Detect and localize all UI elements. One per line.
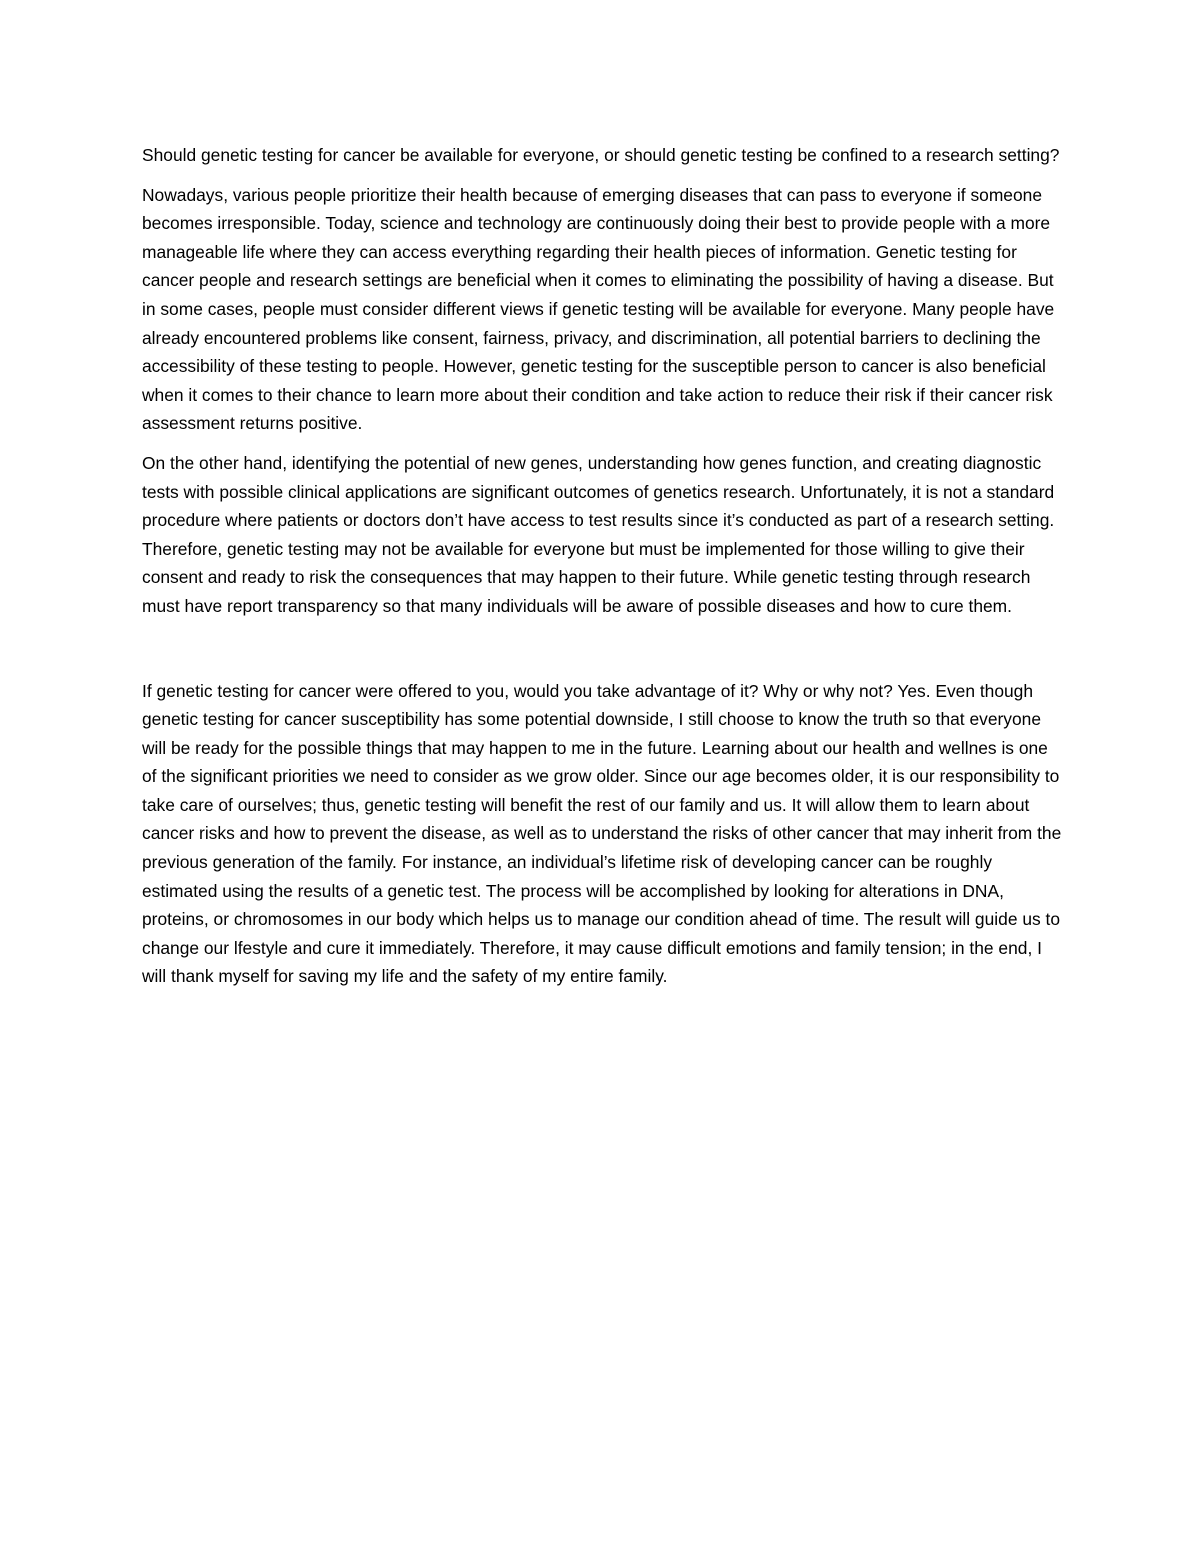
- answer-1-paragraph-1: Nowadays, various people prioritize their health because of emerging diseases that can pass to everyone if someone becomes irresponsible. Today, science and technology are continuously doing their best to provide people with a more manageable life where they can access everything regarding their health pieces of information. Genetic testing for cancer people and research settings are beneficial when it comes to eliminating the possibility of having a disease. But in some cases, people must consider different views if genetic testing will be available for everyone. Many people have already encountered problems like consent, fairness, privacy, and discrimination, all potential barriers to declining the accessibility of these testing to people. However, genetic testing for the susceptible person to cancer is also beneficial when it comes to their chance to learn more about their condition and take action to reduce their risk if their cancer risk assessment returns positive.: [142, 184, 1055, 434]
- document-body: [142, 141, 1062, 1002]
- question-1-paragraph: Should genetic testing for cancer be available for everyone, or should genetic testing be confined to a research setting?: [142, 145, 1060, 165]
- question-2-answer-paragraph: If genetic testing for cancer were offered to you, would you take advantage of it? Why or why not? Yes. Even though genetic testing for cancer susceptibility has some potential downside, I still choose to know the truth so that everyone will be ready for the possible things that may happen to me in the future. Learning about our health and wellnes is one of the significant priorities we need to consider as we grow older. Since our age becomes older, it is our responsibility to take care of ourselves; thus, genetic testing will benefit the rest of our family and us. It will allow them to learn about cancer risks and how to prevent the disease, as well as to understand the risks of other cancer that may inherit from the previous generation of the family. For instance, an individual’s lifetime risk of developing cancer can be roughly estimated using the results of a genetic test. The process will be accomplished by looking for alterations in DNA, proteins, or chromosomes in our body which helps us to manage our condition ahead of time. The result will guide us to change our lfestyle and cure it immediately. Therefore, it may cause difficult emotions and family tension; in the end, I will thank myself for saving my life and the safety of my entire family.: [142, 680, 1062, 987]
- answer-1-paragraph-2: On the other hand, identifying the potential of new genes, understanding how genes function, and creating diagnostic tests with possible clinical applications are significant outcomes of genetics research. Unfortunately, it is not a standard procedure where patients or doctors don’t have access to test results since it’s conducted as part of a research setting. Therefore, genetic testing may not be available for everyone but must be implemented for those willing to give their consent and ready to risk the consequences that may happen to their future. While genetic testing through research must have report transparency so that many individuals will be aware of possible diseases and how to cure them.: [142, 452, 1055, 616]
